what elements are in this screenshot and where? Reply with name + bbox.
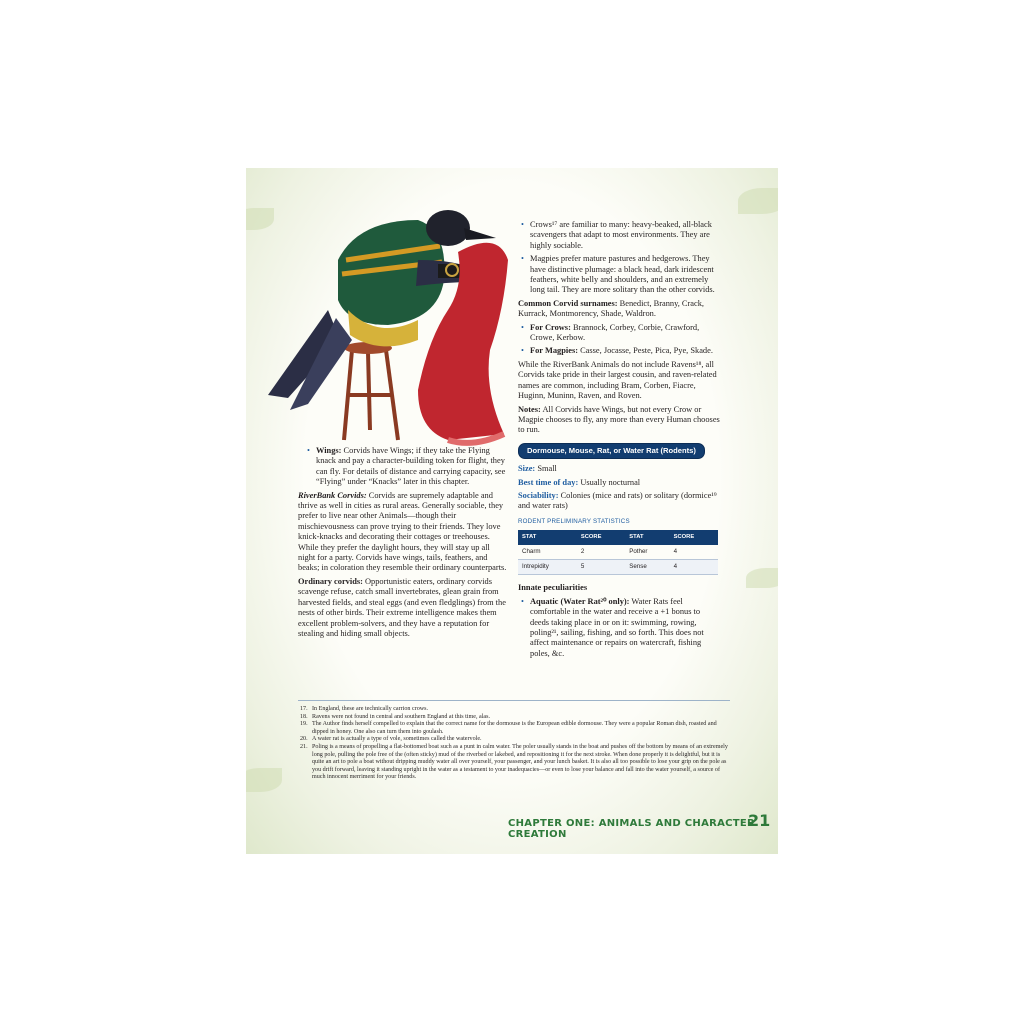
footnote — [300, 736, 732, 744]
table-caption: RODENT PRELIMINARY STATISTICS — [518, 517, 630, 525]
table-header-row — [518, 530, 718, 544]
footnote-number: 18. — [300, 713, 308, 720]
footnote-text: Poling is a means of propelling a flat-bottomed boat such as a punt in calm water. The poler usually stands in the boat and pushes off the bottom by means of an extremely long pole, pulling the pole free of the (often sticky) mud of the riverbed or lakebed, and repositioning it for the next stroke. When done properly it is delightful, but it is quite an art to pole a boat without dripping muddy water all over yourself, your passenger, and your lunch basket. It is also all too possible to lose your grip on the pole as you drift forward, leaving it standing upright in the water as a testament to your inadequacies—or even to lose your balance and fall into the water yourself, a source of much innocent merriment for your friends. — [312, 743, 728, 781]
crow-sewing-illustration — [268, 190, 512, 452]
left-column — [298, 446, 508, 642]
footnote-text: Ravens were not found in central and southern England at this time, alas. — [312, 713, 491, 720]
footnote-number: 17. — [300, 706, 308, 712]
sociability-value: Colonies (mice and rats) or solitary (dormice¹⁹ and water rats) — [518, 490, 717, 511]
footnote — [300, 744, 732, 782]
for-magpies-bullet — [518, 346, 720, 356]
table-cell: Sense — [625, 559, 669, 574]
for-crows-bullet — [518, 323, 720, 344]
leaf-decoration — [738, 188, 778, 214]
table-cell: 5 — [577, 559, 625, 574]
surnames-label: Common Corvid surnames: — [518, 298, 618, 308]
aquatic-text: Water Rats feel comfortable in the water and receive a +1 bonus to deeds taking place in or on it: swimming, rowing, poling²¹, sailing, fishing, and so forth. This does not affect maintenance or repairs on watercraft, fishing poles, &c. — [530, 596, 704, 658]
table-header: STAT — [625, 530, 669, 544]
table-header: SCORE — [670, 530, 718, 544]
footnote-text: In England, these are technically carrion crows. — [312, 706, 429, 712]
riverbank-text: Corvids are supremely adaptable and thrive as well in cities as rural areas. Generally sociable, they prefer to live near other Animals—though their mischievousness can prove trying to their friends. They love knick-knacks and decorating their cottages or treehouses. While they prefer the daylight hours, they will stay up all night for a party. Corvids have wings, tails, feathers, and beaks; in coloration they resemble their ordinary counterparts. — [298, 490, 507, 573]
table-cell: Intrepidity — [518, 559, 577, 574]
for-magpies-label: For Magpies: — [530, 346, 578, 356]
best-time-label: Best time of day: — [518, 477, 579, 487]
wings-text: Corvids have Wings; if they take the Flying knack and pay a character-building token for flight, they can fly. For details of distance and carrying capacity, see “Flying” under “Knacks” later in this chapter. — [316, 446, 506, 487]
notes-paragraph — [518, 405, 720, 436]
footnote-number: 19. — [300, 721, 308, 728]
ordinary-label: Ordinary corvids: — [298, 576, 363, 586]
table-cell: 4 — [670, 559, 718, 574]
notes-text: All Corvids have Wings, but not every Crow or Magpie chooses to fly, any more than every Human chooses to run. — [518, 404, 720, 435]
aquatic-label: Aquatic (Water Rat²⁰ only): — [530, 596, 630, 606]
table-cell: Pother — [625, 545, 669, 560]
for-crows-text: Brannock, Corbey, Corbie, Crawford, Crowe, Kerbow. — [530, 322, 700, 343]
magpies-text: Magpies prefer mature pastures and hedgerows. They have distinctive plumage: a black head, dark iridescent feathers, white belly and shoulders, and an extremely long tail. They are more solitary than the other corvids. — [530, 254, 715, 295]
sociability-label: Sociability: — [518, 490, 559, 500]
footnote-text: The Author finds herself compelled to explain that the correct name for the dormouse is the European edible dormouse. They were a popular Roman dish, roasted and dipped in honey. One also can turn them into goulash. — [312, 721, 717, 735]
footnote-divider — [298, 700, 730, 701]
riverbank-corvids-paragraph — [298, 491, 508, 574]
innate-heading — [518, 583, 720, 593]
chapter-footer: CHAPTER ONE: ANIMALS AND CHARACTER CREATION — [508, 818, 756, 840]
aquatic-bullet — [518, 597, 720, 659]
riverbank-label: RiverBank Corvids: — [298, 490, 367, 500]
table-row — [518, 545, 718, 560]
book-page — [246, 168, 778, 854]
rodent-stats-table — [518, 530, 718, 575]
table-row — [518, 559, 718, 574]
best-time-line — [518, 478, 720, 488]
table-cell: Charm — [518, 545, 577, 560]
footnote-number: 20. — [300, 736, 308, 743]
wings-label: Wings: — [316, 446, 342, 455]
size-value: Small — [537, 464, 557, 474]
footnote — [300, 721, 732, 736]
surnames-text: Benedict, Branny, Crack, Kurrack, Montmorency, Shade, Waldron. — [518, 298, 705, 319]
page-number: 21 — [748, 811, 771, 830]
right-column — [518, 220, 720, 662]
ordinary-corvids-paragraph — [298, 577, 508, 639]
ravens-paragraph: While the RiverBank Animals do not include Ravens¹⁸, all Corvids take pride in their largest cousin, and raven-related names are common, including Bram, Corben, Fiacre, Huginn, Muninn, Raven, and Roven. — [518, 359, 717, 401]
table-cell: 2 — [577, 545, 625, 560]
footnote-text: A water rat is actually a type of vole, sometimes called the watervole. — [312, 736, 482, 743]
table-header: STAT — [518, 530, 577, 544]
rodents-section-heading: Dormouse, Mouse, Rat, or Water Rat (Rodents) — [518, 443, 705, 459]
sociability-line — [518, 491, 720, 512]
footnote-number: 21. — [300, 743, 308, 750]
for-crows-label: For Crows: — [530, 322, 571, 332]
wings-bullet — [304, 446, 508, 488]
footnote — [300, 706, 732, 714]
size-line — [518, 464, 720, 474]
leaf-decoration — [746, 568, 778, 588]
for-magpies-text: Casse, Jocasse, Peste, Pica, Pye, Skade. — [580, 346, 713, 356]
innate-label: Innate peculiarities — [518, 583, 588, 593]
leaf-decoration — [246, 768, 282, 792]
magpies-bullet — [518, 254, 720, 296]
surnames-paragraph — [518, 299, 720, 320]
notes-label: Notes: — [518, 404, 541, 414]
size-label: Size: — [518, 464, 536, 474]
footnotes — [300, 706, 732, 782]
best-time-value: Usually nocturnal — [580, 477, 641, 487]
table-cell: 4 — [670, 545, 718, 560]
crows-bullet — [518, 220, 720, 251]
ordinary-text: Opportunistic eaters, ordinary corvids scavenge refuse, catch small invertebrates, glean grain from harvested fields, and steal eggs (and even fledglings) from the nests of other birds. Their extreme intelligence makes them excellent problem-solvers, and they have a reputation for stealing and hiding small objects. — [298, 576, 506, 638]
crows-text: Crows¹⁷ are familiar to many: heavy-beaked, all-black scavengers that adapt to most environments. They are highly sociable. — [530, 220, 712, 250]
table-header: SCORE — [577, 530, 625, 544]
